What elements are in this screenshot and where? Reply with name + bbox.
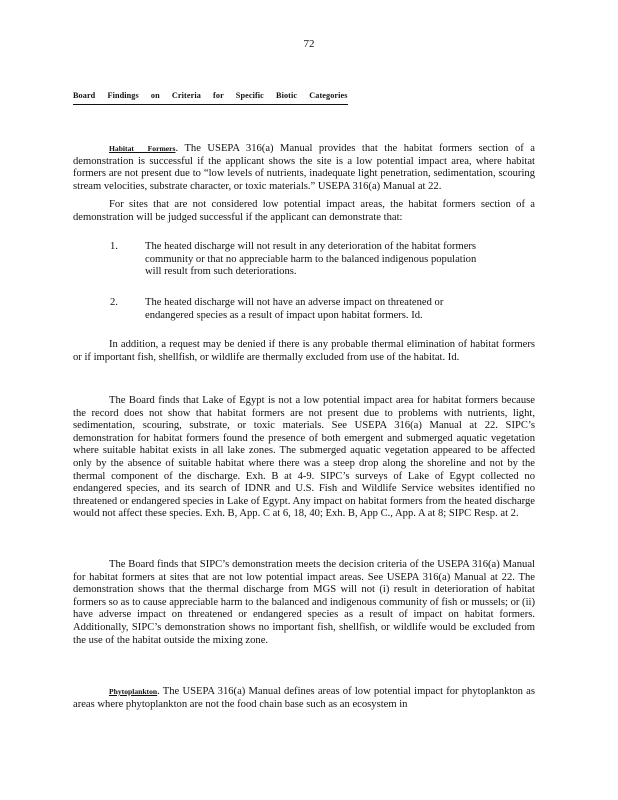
list-item-text: The heated discharge will not have an adverse impact on threatened or endangered species as a result of impact upon habitat formers. Id.: [145, 297, 444, 321]
paragraph-non-low-impact: [73, 199, 535, 224]
paragraph-board-finding-lake: [73, 395, 535, 521]
paragraph-text: The Board finds that Lake of Egypt is not a low potential impact area for habitat formers because the record does not show that habitat formers are not present due to problems with nutrients, light, sedimentation, scouring, substrate, or toxic materials. See USEPA 316(a) Manual at 22. SIPC’s demonstration for habitat formers found the presence of both emergent and submerged aquatic vegetation where suitable habitat exists in all lake zones. The submerged aquatic vegetation appeared to be affected only by the absence of suitable habitat where there was a steep drop along the shoreline and not by the thermal component of the discharge. Exh. B at 4-9. SIPC’s surveys of Lake of Egypt collected no endangered species, and its search of IDNR and U.S. Fish and Wildlife Service websites identified no threatened or endangered species in Lake of Egypt. Any impact on habitat formers from the heated discharge would not affect these species. Exh. B, App. C at 6, 18, 40; Exh. B, App C., App. A at 8; SIPC Resp. at 2.: [73, 395, 535, 520]
list-item-number: 1.: [110, 241, 118, 252]
list-item-text: The heated discharge will not result in any deterioration of the habitat formers community or that no appreciable harm to the balanced indigenous population will result from such deteriorations.: [145, 241, 477, 278]
list-item-number: 2.: [110, 297, 118, 308]
paragraph-text: The USEPA 316(a) Manual provides that the habitat formers section of a demonstration is successful if the applicant shows the site is a low potential impact area, where habitat formers are not present due to “low levels of nutrients, inadequate light penetration, sedimentation, scouring stream velocities, substrate character, or toxic materials.” USEPA 316(a) Manual at 22.: [73, 143, 535, 192]
paragraph-text: The Board finds that SIPC’s demonstration meets the decision criteria of the USEPA 316(a) Manual for habitat formers at sites that are not low potential impact areas. See USEPA 316(a) Manual at 22. The demonstration shows that the thermal discharge from MGS will not (i) result in deterioration of habitat formers so as to cause appreciable harm to the balanced and indigenous community of fish or mussels; or (ii) have adverse impact on threatened or endangered species as a result of impact on habitat formers. Additionally, SIPC’s demonstration shows no important fish, shellfish, or wildlife would be excluded from the use of the habitat outside the mixing zone.: [73, 559, 535, 646]
paragraph-thermal-elimination: [73, 339, 535, 364]
paragraph-text: In addition, a request may be denied if there is any probable thermal elimination of habitat formers or if important fish, shellfish, or wildlife are thermally excluded from use of the habitat. Id.: [73, 339, 535, 363]
subheading-habitat-formers: Habitat Formers: [109, 144, 176, 153]
paragraph-board-finding-demonstration: [73, 559, 535, 647]
paragraph-text: For sites that are not considered low potential impact areas, the habitat formers section of a demonstration will be judged successful if the applicant can demonstrate that:: [73, 199, 535, 223]
page-number: 72: [303, 38, 315, 50]
section-heading: Board Findings on Criteria for Specific Biotic Categories: [73, 90, 348, 105]
paragraph-habitat-formers: Habitat Formers. The USEPA 316(a) Manual provides that the habitat formers section of a demonstration is successful if the applicant shows the site is a low potential impact area, where habitat formers are not present due to “low levels of nutrients, inadequate light penetration, sedimentation, scouring stream velocities, substrate character, or toxic materials.” USEPA 316(a) Manual at 22.: [73, 143, 535, 192]
paragraph-phytoplankton: Phytoplankton. The USEPA 316(a) Manual defines areas of low potential impact for phytoplankton as areas where phytoplankton are not the food chain base such as an ecosystem in: [73, 686, 535, 710]
subheading-phytoplankton: Phytoplankton: [109, 687, 158, 696]
paragraph-text: The USEPA 316(a) Manual defines areas of low potential impact for phytoplankton as areas where phytoplankton are not the food chain base such as an ecosystem in: [73, 686, 535, 710]
